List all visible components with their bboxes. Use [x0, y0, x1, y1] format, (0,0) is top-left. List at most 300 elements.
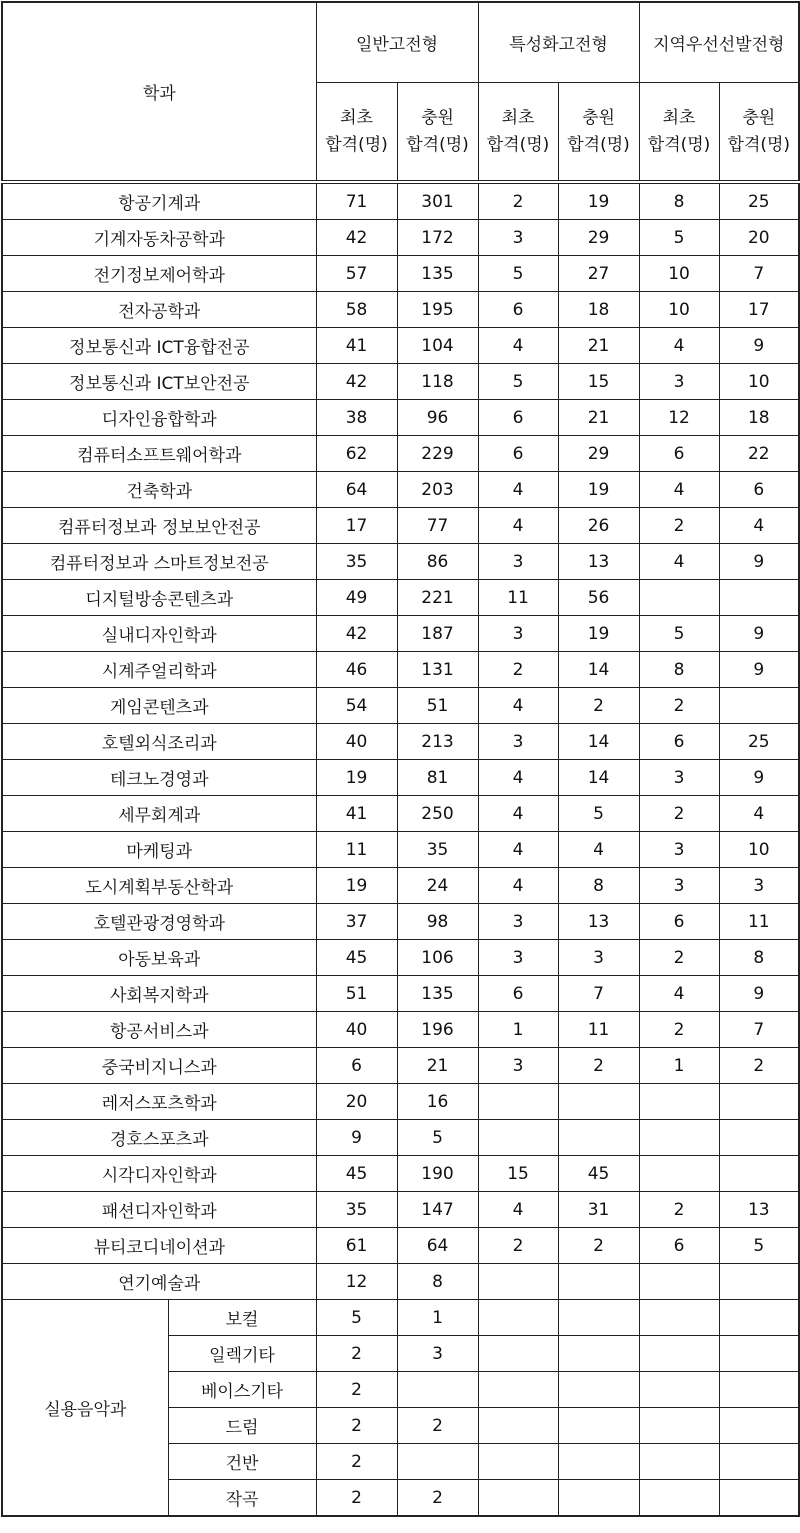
value-cell: 8 — [397, 1264, 478, 1300]
dept-name-cell: 디자인융합학과 — [2, 400, 316, 436]
value-cell: 9 — [719, 544, 799, 580]
dept-name-cell: 디지털방송콘텐츠과 — [2, 580, 316, 616]
value-cell: 19 — [316, 760, 397, 796]
sub-major-cell: 베이스기타 — [168, 1372, 316, 1408]
value-cell: 6 — [316, 1048, 397, 1084]
value-cell: 2 — [639, 688, 719, 724]
value-cell: 21 — [558, 400, 639, 436]
value-cell: 2 — [316, 1408, 397, 1444]
value-cell: 11 — [719, 904, 799, 940]
value-cell: 8 — [719, 940, 799, 976]
value-cell — [558, 1300, 639, 1336]
value-cell: 187 — [397, 616, 478, 652]
value-cell: 8 — [639, 184, 719, 220]
value-cell: 221 — [397, 580, 478, 616]
header-additional-pass — [397, 83, 478, 181]
dept-name-cell: 호텔외식조리과 — [2, 724, 316, 760]
value-cell: 7 — [719, 256, 799, 292]
value-cell — [719, 1480, 799, 1517]
value-cell: 4 — [719, 508, 799, 544]
value-cell: 15 — [558, 364, 639, 400]
value-cell — [397, 1372, 478, 1408]
value-cell: 4 — [639, 328, 719, 364]
value-cell: 3 — [478, 1048, 558, 1084]
value-cell: 2 — [639, 940, 719, 976]
table-row — [2, 1228, 799, 1264]
value-cell: 42 — [316, 364, 397, 400]
value-cell: 86 — [397, 544, 478, 580]
value-cell: 8 — [639, 652, 719, 688]
value-cell: 229 — [397, 436, 478, 472]
sub-major-cell: 건반 — [168, 1444, 316, 1480]
value-cell: 2 — [558, 688, 639, 724]
header-add-label: 충원 — [742, 107, 776, 128]
value-cell: 13 — [558, 544, 639, 580]
table-row — [2, 184, 799, 220]
value-cell — [478, 1120, 558, 1156]
value-cell: 1 — [478, 1012, 558, 1048]
value-cell: 14 — [558, 724, 639, 760]
value-cell: 3 — [478, 544, 558, 580]
value-cell: 213 — [397, 724, 478, 760]
value-cell: 172 — [397, 220, 478, 256]
value-cell: 26 — [558, 508, 639, 544]
dept-name-cell: 컴퓨터정보과 스마트정보전공 — [2, 544, 316, 580]
value-cell: 4 — [478, 472, 558, 508]
value-cell: 19 — [558, 616, 639, 652]
dept-name-cell: 시계주얼리학과 — [2, 652, 316, 688]
table-row — [2, 724, 799, 760]
table-row — [2, 976, 799, 1012]
table-row — [2, 364, 799, 400]
header-group-regional: 지역우선선발전형 — [639, 2, 799, 83]
value-cell: 4 — [639, 544, 719, 580]
header-add-label: 충원 — [582, 107, 615, 128]
value-cell: 147 — [397, 1192, 478, 1228]
value-cell: 40 — [316, 724, 397, 760]
dept-name-cell: 게임콘텐츠과 — [2, 688, 316, 724]
value-cell: 13 — [558, 904, 639, 940]
header-additional-pass — [719, 83, 799, 181]
value-cell — [639, 1300, 719, 1336]
value-cell: 10 — [719, 364, 799, 400]
value-cell: 45 — [316, 1156, 397, 1192]
value-cell: 12 — [639, 400, 719, 436]
table-row — [2, 256, 799, 292]
table-row — [2, 1084, 799, 1120]
value-cell — [558, 1480, 639, 1517]
table-row — [2, 616, 799, 652]
value-cell: 35 — [397, 832, 478, 868]
value-cell: 4 — [478, 508, 558, 544]
value-cell: 1 — [397, 1300, 478, 1336]
value-cell: 6 — [719, 472, 799, 508]
header-dept: 학과 — [2, 2, 316, 181]
dept-name-cell: 아동보육과 — [2, 940, 316, 976]
table-row — [2, 904, 799, 940]
value-cell — [478, 1408, 558, 1444]
value-cell — [639, 1084, 719, 1120]
value-cell — [478, 1372, 558, 1408]
value-cell: 6 — [639, 724, 719, 760]
value-cell: 118 — [397, 364, 478, 400]
value-cell: 3 — [639, 760, 719, 796]
value-cell — [719, 688, 799, 724]
header-first-pass — [316, 83, 397, 181]
dept-name-cell: 컴퓨터소프트웨어학과 — [2, 436, 316, 472]
dept-name-cell: 중국비지니스과 — [2, 1048, 316, 1084]
table-row — [2, 508, 799, 544]
value-cell: 19 — [558, 472, 639, 508]
value-cell: 81 — [397, 760, 478, 796]
value-cell — [719, 580, 799, 616]
value-cell: 17 — [719, 292, 799, 328]
dept-name-cell: 레저스포츠학과 — [2, 1084, 316, 1120]
value-cell: 42 — [316, 220, 397, 256]
value-cell — [639, 1444, 719, 1480]
value-cell — [558, 1408, 639, 1444]
value-cell: 61 — [316, 1228, 397, 1264]
dept-name-cell: 정보통신과 ICT보안전공 — [2, 364, 316, 400]
value-cell — [639, 580, 719, 616]
dept-name-cell: 전기정보제어학과 — [2, 256, 316, 292]
value-cell: 4 — [478, 688, 558, 724]
value-cell: 5 — [639, 220, 719, 256]
value-cell: 18 — [719, 400, 799, 436]
value-cell: 6 — [639, 1228, 719, 1264]
value-cell: 106 — [397, 940, 478, 976]
value-cell: 14 — [558, 652, 639, 688]
value-cell: 5 — [316, 1300, 397, 1336]
value-cell: 46 — [316, 652, 397, 688]
header-first-label: 최초 — [340, 107, 373, 128]
value-cell — [558, 1084, 639, 1120]
dept-name-cell: 뷰티코디네이션과 — [2, 1228, 316, 1264]
value-cell: 2 — [558, 1228, 639, 1264]
table-row — [2, 688, 799, 724]
header-add-label: 충원 — [421, 107, 454, 128]
value-cell — [558, 1336, 639, 1372]
value-cell: 19 — [316, 868, 397, 904]
value-cell: 5 — [719, 1228, 799, 1264]
value-cell: 18 — [558, 292, 639, 328]
value-cell: 2 — [397, 1408, 478, 1444]
value-cell: 2 — [397, 1480, 478, 1517]
value-cell: 21 — [558, 328, 639, 364]
value-cell: 195 — [397, 292, 478, 328]
dept-name-cell: 시각디자인학과 — [2, 1156, 316, 1192]
value-cell — [719, 1336, 799, 1372]
value-cell: 10 — [639, 256, 719, 292]
header-first-pass — [639, 83, 719, 181]
dept-name-cell: 건축학과 — [2, 472, 316, 508]
value-cell: 15 — [478, 1156, 558, 1192]
value-cell: 3 — [478, 724, 558, 760]
value-cell: 11 — [558, 1012, 639, 1048]
header-pass-count-label: 합격(명) — [647, 134, 711, 155]
value-cell: 4 — [478, 796, 558, 832]
value-cell: 45 — [316, 940, 397, 976]
sub-major-cell: 작곡 — [168, 1480, 316, 1517]
table-row — [2, 868, 799, 904]
value-cell: 29 — [558, 220, 639, 256]
table-row — [2, 472, 799, 508]
header-pass-count-label: 합격(명) — [567, 134, 630, 155]
value-cell: 4 — [639, 976, 719, 1012]
value-cell: 301 — [397, 184, 478, 220]
value-cell: 64 — [397, 1228, 478, 1264]
header-first-label: 최초 — [662, 107, 696, 128]
value-cell: 41 — [316, 328, 397, 364]
value-cell: 9 — [719, 760, 799, 796]
value-cell — [719, 1372, 799, 1408]
value-cell: 4 — [639, 472, 719, 508]
dept-name-cell: 항공서비스과 — [2, 1012, 316, 1048]
table-row — [2, 1156, 799, 1192]
value-cell: 5 — [397, 1120, 478, 1156]
value-cell — [639, 1408, 719, 1444]
value-cell: 6 — [478, 976, 558, 1012]
value-cell — [478, 1300, 558, 1336]
value-cell: 3 — [478, 220, 558, 256]
value-cell: 104 — [397, 328, 478, 364]
dept-name-cell: 경호스포츠과 — [2, 1120, 316, 1156]
dept-name-cell: 컴퓨터정보과 정보보안전공 — [2, 508, 316, 544]
value-cell — [558, 1120, 639, 1156]
value-cell — [478, 1444, 558, 1480]
value-cell: 11 — [316, 832, 397, 868]
header-pass-count-label: 합격(명) — [727, 134, 791, 155]
table-row — [2, 292, 799, 328]
dept-name-cell: 호텔관광경영학과 — [2, 904, 316, 940]
value-cell: 190 — [397, 1156, 478, 1192]
admission-results-table — [1, 1, 800, 1517]
dept-name-cell: 항공기계과 — [2, 184, 316, 220]
table-row — [2, 580, 799, 616]
value-cell: 35 — [316, 544, 397, 580]
value-cell: 16 — [397, 1084, 478, 1120]
value-cell: 6 — [478, 436, 558, 472]
header-additional-pass — [558, 83, 639, 181]
value-cell: 45 — [558, 1156, 639, 1192]
header-group-specialized: 특성화고전형 — [478, 2, 639, 83]
value-cell: 10 — [719, 832, 799, 868]
table-row — [2, 1048, 799, 1084]
value-cell — [719, 1156, 799, 1192]
value-cell: 25 — [719, 724, 799, 760]
value-cell: 6 — [478, 400, 558, 436]
value-cell — [639, 1120, 719, 1156]
value-cell: 20 — [719, 220, 799, 256]
value-cell: 12 — [316, 1264, 397, 1300]
value-cell — [719, 1084, 799, 1120]
value-cell — [558, 1264, 639, 1300]
table-header — [2, 2, 799, 181]
value-cell: 54 — [316, 688, 397, 724]
value-cell: 131 — [397, 652, 478, 688]
value-cell: 6 — [478, 292, 558, 328]
value-cell: 7 — [558, 976, 639, 1012]
value-cell: 13 — [719, 1192, 799, 1228]
value-cell: 27 — [558, 256, 639, 292]
table-row — [2, 940, 799, 976]
table-row — [2, 832, 799, 868]
value-cell: 2 — [316, 1372, 397, 1408]
dept-name-cell: 실용음악과 — [2, 1300, 168, 1517]
value-cell: 56 — [558, 580, 639, 616]
value-cell: 196 — [397, 1012, 478, 1048]
value-cell: 135 — [397, 976, 478, 1012]
value-cell — [558, 1372, 639, 1408]
value-cell: 40 — [316, 1012, 397, 1048]
value-cell: 9 — [719, 328, 799, 364]
value-cell: 41 — [316, 796, 397, 832]
table-row — [2, 760, 799, 796]
value-cell: 29 — [558, 436, 639, 472]
dept-name-cell: 세무회계과 — [2, 796, 316, 832]
value-cell: 250 — [397, 796, 478, 832]
value-cell — [719, 1444, 799, 1480]
value-cell: 3 — [639, 364, 719, 400]
sub-major-cell: 보컬 — [168, 1300, 316, 1336]
value-cell: 51 — [397, 688, 478, 724]
value-cell: 5 — [478, 256, 558, 292]
value-cell: 4 — [478, 1192, 558, 1228]
value-cell — [478, 1264, 558, 1300]
value-cell: 9 — [316, 1120, 397, 1156]
value-cell: 3 — [478, 904, 558, 940]
value-cell: 62 — [316, 436, 397, 472]
table-row — [2, 1120, 799, 1156]
value-cell: 31 — [558, 1192, 639, 1228]
table-row — [2, 796, 799, 832]
dept-name-cell: 패션디자인학과 — [2, 1192, 316, 1228]
value-cell: 3 — [397, 1336, 478, 1372]
value-cell: 2 — [478, 652, 558, 688]
table-row — [2, 400, 799, 436]
table-row — [2, 1300, 799, 1336]
dept-name-cell: 실내디자인학과 — [2, 616, 316, 652]
value-cell — [639, 1372, 719, 1408]
dept-name-cell: 전자공학과 — [2, 292, 316, 328]
value-cell: 6 — [639, 904, 719, 940]
header-first-label: 최초 — [501, 107, 535, 128]
value-cell: 77 — [397, 508, 478, 544]
value-cell — [639, 1264, 719, 1300]
value-cell: 5 — [478, 364, 558, 400]
value-cell: 58 — [316, 292, 397, 328]
value-cell: 9 — [719, 616, 799, 652]
value-cell: 4 — [478, 328, 558, 364]
value-cell: 96 — [397, 400, 478, 436]
value-cell: 24 — [397, 868, 478, 904]
value-cell: 2 — [639, 508, 719, 544]
value-cell: 2 — [478, 1228, 558, 1264]
dept-name-cell: 연기예술과 — [2, 1264, 316, 1300]
value-cell — [397, 1444, 478, 1480]
value-cell: 42 — [316, 616, 397, 652]
value-cell: 11 — [478, 580, 558, 616]
value-cell: 5 — [558, 796, 639, 832]
header-pass-count-label: 합격(명) — [486, 134, 550, 155]
value-cell — [719, 1408, 799, 1444]
value-cell: 2 — [316, 1480, 397, 1517]
dept-name-cell: 도시계획부동산학과 — [2, 868, 316, 904]
value-cell: 3 — [478, 616, 558, 652]
value-cell: 49 — [316, 580, 397, 616]
value-cell: 3 — [558, 940, 639, 976]
value-cell — [478, 1084, 558, 1120]
value-cell: 98 — [397, 904, 478, 940]
value-cell: 51 — [316, 976, 397, 1012]
value-cell: 2 — [639, 1012, 719, 1048]
value-cell: 2 — [316, 1444, 397, 1480]
sub-major-cell: 드럼 — [168, 1408, 316, 1444]
table-row — [2, 1012, 799, 1048]
value-cell: 4 — [558, 832, 639, 868]
value-cell: 2 — [639, 796, 719, 832]
dept-name-cell: 정보통신과 ICT융합전공 — [2, 328, 316, 364]
value-cell — [558, 1444, 639, 1480]
value-cell: 2 — [558, 1048, 639, 1084]
value-cell — [719, 1264, 799, 1300]
value-cell: 25 — [719, 184, 799, 220]
value-cell: 37 — [316, 904, 397, 940]
value-cell: 19 — [558, 184, 639, 220]
dept-name-cell: 마케팅과 — [2, 832, 316, 868]
value-cell: 64 — [316, 472, 397, 508]
value-cell: 10 — [639, 292, 719, 328]
value-cell — [719, 1120, 799, 1156]
table-row — [2, 1264, 799, 1300]
header-pass-count-label: 합격(명) — [406, 134, 469, 155]
value-cell: 1 — [639, 1048, 719, 1084]
value-cell: 5 — [639, 616, 719, 652]
value-cell: 9 — [719, 976, 799, 1012]
value-cell: 3 — [478, 940, 558, 976]
table-row — [2, 328, 799, 364]
table-row — [2, 436, 799, 472]
table-row — [2, 652, 799, 688]
value-cell: 4 — [478, 760, 558, 796]
value-cell: 8 — [558, 868, 639, 904]
value-cell: 7 — [719, 1012, 799, 1048]
value-cell — [639, 1480, 719, 1517]
table-row — [2, 1192, 799, 1228]
value-cell: 3 — [639, 868, 719, 904]
sub-major-cell: 일렉기타 — [168, 1336, 316, 1372]
value-cell: 135 — [397, 256, 478, 292]
value-cell: 4 — [478, 868, 558, 904]
value-cell — [719, 1300, 799, 1336]
dept-name-cell: 기계자동차공학과 — [2, 220, 316, 256]
value-cell: 4 — [719, 796, 799, 832]
value-cell: 14 — [558, 760, 639, 796]
value-cell — [478, 1336, 558, 1372]
value-cell — [639, 1156, 719, 1192]
value-cell: 21 — [397, 1048, 478, 1084]
header-first-pass — [478, 83, 558, 181]
value-cell: 71 — [316, 184, 397, 220]
header-group-general: 일반고전형 — [316, 2, 478, 83]
value-cell: 2 — [719, 1048, 799, 1084]
value-cell: 9 — [719, 652, 799, 688]
value-cell: 57 — [316, 256, 397, 292]
value-cell: 2 — [639, 1192, 719, 1228]
value-cell: 17 — [316, 508, 397, 544]
dept-name-cell: 사회복지학과 — [2, 976, 316, 1012]
dept-name-cell: 테크노경영과 — [2, 760, 316, 796]
